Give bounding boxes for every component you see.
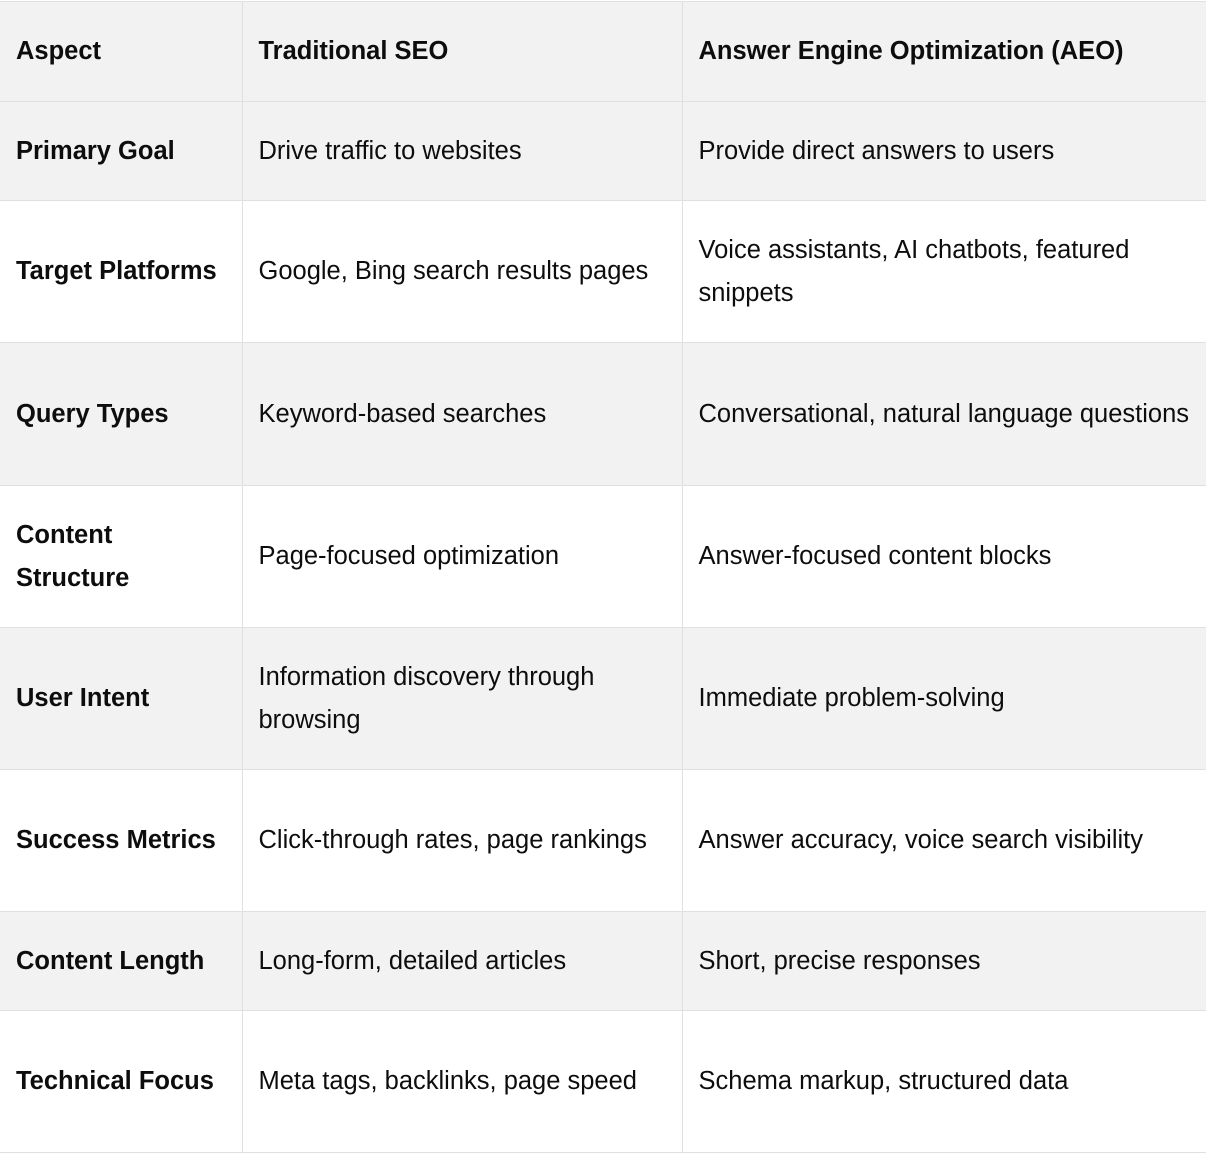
seo-cell: Information discovery through browsing [242, 628, 682, 770]
aeo-cell: Answer accuracy, voice search visibility [682, 770, 1206, 912]
aspect-cell: Content Length [0, 912, 242, 1011]
header-aeo: Answer Engine Optimization (AEO) [682, 2, 1206, 102]
table-row [0, 486, 1206, 628]
aspect-cell: Target Platforms [0, 201, 242, 343]
aspect-cell: Query Types [0, 343, 242, 486]
aspect-cell: Content Structure [0, 486, 242, 628]
aeo-cell: Short, precise responses [682, 912, 1206, 1011]
aspect-cell: Success Metrics [0, 770, 242, 912]
comparison-table [0, 1, 1206, 1153]
aeo-cell: Provide direct answers to users [682, 102, 1206, 201]
seo-cell: Long-form, detailed articles [242, 912, 682, 1011]
aspect-cell: Technical Focus [0, 1011, 242, 1153]
table-row [0, 628, 1206, 770]
header-traditional-seo: Traditional SEO [242, 2, 682, 102]
table-row [0, 912, 1206, 1011]
seo-cell: Click-through rates, page rankings [242, 770, 682, 912]
table-row [0, 343, 1206, 486]
table-row [0, 102, 1206, 201]
aspect-cell: User Intent [0, 628, 242, 770]
table-row [0, 201, 1206, 343]
header-aspect: Aspect [0, 2, 242, 102]
table-row [0, 770, 1206, 912]
seo-cell: Meta tags, backlinks, page speed [242, 1011, 682, 1153]
aeo-cell: Conversational, natural language questions [682, 343, 1206, 486]
seo-cell: Keyword-based searches [242, 343, 682, 486]
aeo-cell: Answer-focused content blocks [682, 486, 1206, 628]
aeo-cell: Immediate problem-solving [682, 628, 1206, 770]
seo-cell: Google, Bing search results pages [242, 201, 682, 343]
aeo-cell: Schema markup, structured data [682, 1011, 1206, 1153]
aeo-cell: Voice assistants, AI chatbots, featured snippets [682, 201, 1206, 343]
header-row [0, 2, 1206, 102]
aspect-cell: Primary Goal [0, 102, 242, 201]
seo-cell: Page-focused optimization [242, 486, 682, 628]
table-row [0, 1011, 1206, 1153]
seo-cell: Drive traffic to websites [242, 102, 682, 201]
